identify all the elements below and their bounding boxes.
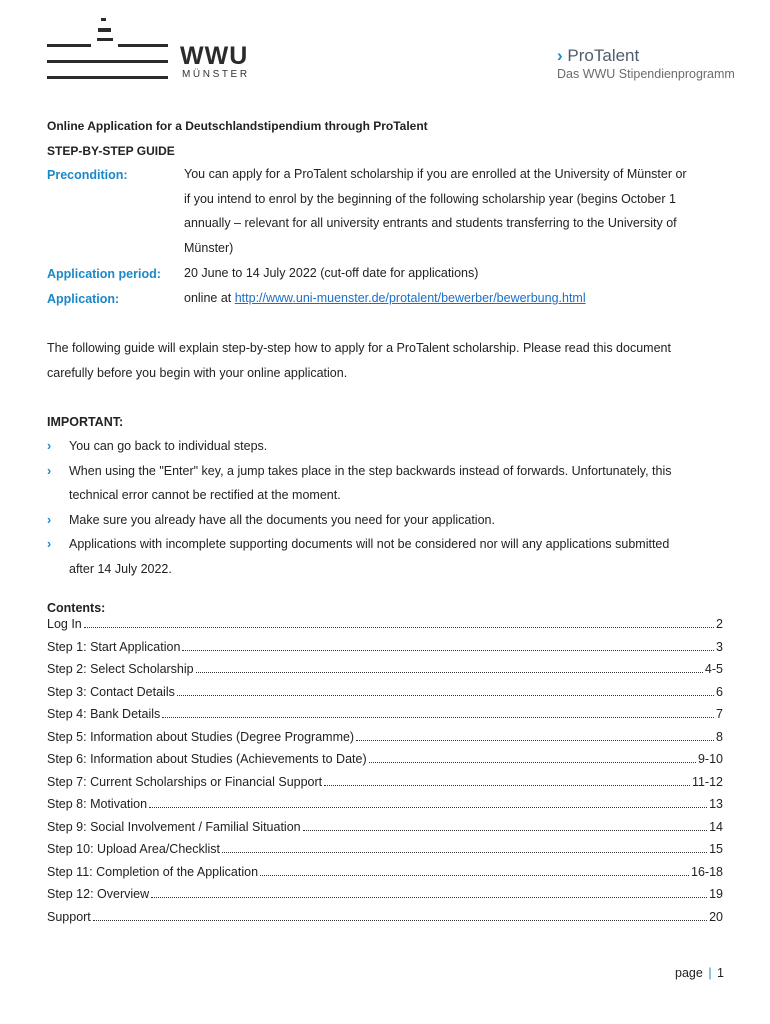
toc-label: Log In xyxy=(47,617,82,631)
text-line: Make sure you already have all the documents you need for your application. xyxy=(69,512,495,527)
toc-leader xyxy=(324,785,690,786)
toc-leader xyxy=(162,717,714,718)
logo-bar xyxy=(118,44,168,47)
chevron-right-icon: › xyxy=(47,463,52,478)
page-separator: | xyxy=(708,966,712,980)
text-line: if you intend to enrol by the beginning of the following scholarship year (begins October 1 xyxy=(184,191,676,206)
toc-leader xyxy=(151,897,707,898)
period-text: 20 June to 14 July 2022 (cut-off date for applications) xyxy=(184,266,479,280)
toc-page: 4-5 xyxy=(704,662,723,676)
toc-label: Step 9: Social Involvement / Familial Situation xyxy=(47,819,301,834)
period-label: Application period: xyxy=(47,267,161,281)
toc-page: 8 xyxy=(716,729,723,744)
text-line: annually – relevant for all university entrants and students transferring to the University of xyxy=(184,216,677,230)
toc-entry[interactable] xyxy=(47,910,723,933)
toc-entry[interactable] xyxy=(47,640,723,663)
text-line: You can go back to individual steps. xyxy=(69,439,268,453)
text-line: after 14 July 2022. xyxy=(69,561,172,576)
toc-label: Step 10: Upload Area/Checklist xyxy=(47,842,221,856)
precondition-label: Precondition: xyxy=(47,168,128,182)
toc-leader xyxy=(196,672,703,673)
toc-leader xyxy=(93,920,707,921)
chevron-right-icon: › xyxy=(47,537,52,551)
logo-text: WWU xyxy=(180,42,249,70)
list-item xyxy=(47,459,737,508)
toc-label: Step 8: Motivation xyxy=(47,797,148,811)
application-label: Application: xyxy=(47,292,120,306)
toc-label: Step 3: Contact Details xyxy=(47,684,175,699)
document-title: Online Application for a Deutschlandstipendium through ProTalent xyxy=(47,119,428,133)
page-label: page xyxy=(675,966,703,980)
important-list xyxy=(47,434,737,581)
page-footer xyxy=(675,966,724,980)
important-heading: IMPORTANT: xyxy=(47,415,124,429)
protalent-title: ProTalent xyxy=(567,46,640,65)
toc-label: Step 5: Information about Studies (Degree Programme) xyxy=(47,729,355,744)
logo-bar xyxy=(47,60,168,63)
logo-bar xyxy=(47,76,168,79)
protalent-subtitle: Das WWU Stipendienprogramm xyxy=(557,67,735,81)
logo-bar xyxy=(101,18,106,21)
toc-page: 16-18 xyxy=(691,864,723,879)
text-line: technical error cannot be rectified at the moment. xyxy=(69,488,341,502)
text-line: Applications with incomplete supporting documents will not be considered nor will any applications submitted xyxy=(69,537,670,551)
toc-label: Step 6: Information about Studies (Achievements to Date) xyxy=(47,752,367,766)
toc-page: 6 xyxy=(716,684,723,699)
text-line: carefully before you begin with your online application. xyxy=(47,365,348,380)
toc-entry[interactable] xyxy=(47,617,723,640)
logo-bar xyxy=(98,28,111,32)
toc-entry[interactable] xyxy=(47,820,723,843)
chevron-right-icon: › xyxy=(557,46,563,65)
toc-entry[interactable] xyxy=(47,842,723,865)
toc-leader xyxy=(177,695,714,696)
text-line: You can apply for a ProTalent scholarship if you are enrolled at the University of Münster or xyxy=(184,167,687,181)
toc-label: Step 4: Bank Details xyxy=(47,707,161,721)
logo-bar xyxy=(97,38,113,41)
list-item xyxy=(47,434,737,459)
toc-leader xyxy=(369,762,696,763)
toc-page: 13 xyxy=(709,797,723,811)
table-of-contents xyxy=(47,617,723,932)
toc-label: Step 12: Overview xyxy=(47,887,150,901)
logo-subtext: MÜNSTER xyxy=(182,69,250,80)
contents-heading: Contents: xyxy=(47,601,106,615)
toc-leader xyxy=(303,830,707,831)
toc-page: 14 xyxy=(709,819,723,834)
guide-heading: STEP-BY-STEP GUIDE xyxy=(47,144,175,158)
toc-page: 19 xyxy=(709,887,723,901)
text-line: The following guide will explain step-by-step how to apply for a ProTalent scholarship. Please read this document xyxy=(47,341,671,355)
toc-label: Support xyxy=(47,909,91,924)
chevron-right-icon: › xyxy=(47,512,52,527)
toc-label: Step 11: Completion of the Application xyxy=(47,864,259,879)
application-prefix: online at xyxy=(184,291,235,305)
toc-entry[interactable] xyxy=(47,730,723,753)
toc-entry[interactable] xyxy=(47,662,723,685)
toc-label: Step 1: Start Application xyxy=(47,639,181,654)
toc-entry[interactable] xyxy=(47,752,723,775)
toc-leader xyxy=(84,627,714,628)
toc-entry[interactable] xyxy=(47,865,723,888)
toc-entry[interactable] xyxy=(47,707,723,730)
application-text xyxy=(184,286,724,311)
toc-leader xyxy=(260,875,689,876)
toc-entry[interactable] xyxy=(47,775,723,798)
text-line: When using the "Enter" key, a jump takes place in the step backwards instead of forwards. Unfortunately, this xyxy=(69,463,672,478)
chevron-right-icon: › xyxy=(47,439,52,453)
toc-page: 3 xyxy=(716,639,723,654)
toc-label: Step 2: Select Scholarship xyxy=(47,662,194,676)
logo-bar xyxy=(47,44,91,47)
toc-leader xyxy=(356,740,714,741)
toc-leader xyxy=(149,807,707,808)
page-number: 1 xyxy=(717,966,724,980)
protalent-logo xyxy=(557,47,735,81)
toc-entry[interactable] xyxy=(47,797,723,820)
application-link[interactable]: http://www.uni-muenster.de/protalent/bewerber/bewerbung.html xyxy=(234,291,586,305)
toc-page: 20 xyxy=(709,909,723,924)
intro-paragraph xyxy=(47,336,727,385)
toc-page: 7 xyxy=(716,707,723,721)
toc-leader xyxy=(222,852,707,853)
toc-label: Step 7: Current Scholarships or Financial Support xyxy=(47,774,323,789)
precondition-text xyxy=(184,162,724,260)
toc-page: 11-12 xyxy=(691,774,723,789)
toc-entry[interactable] xyxy=(47,887,723,910)
toc-page: 15 xyxy=(709,842,723,856)
list-item xyxy=(47,532,737,581)
toc-page: 2 xyxy=(716,617,723,631)
toc-page: 9-10 xyxy=(697,752,723,766)
list-item xyxy=(47,508,737,533)
text-line: Münster) xyxy=(184,240,234,255)
toc-entry[interactable] xyxy=(47,685,723,708)
toc-leader xyxy=(182,650,714,651)
